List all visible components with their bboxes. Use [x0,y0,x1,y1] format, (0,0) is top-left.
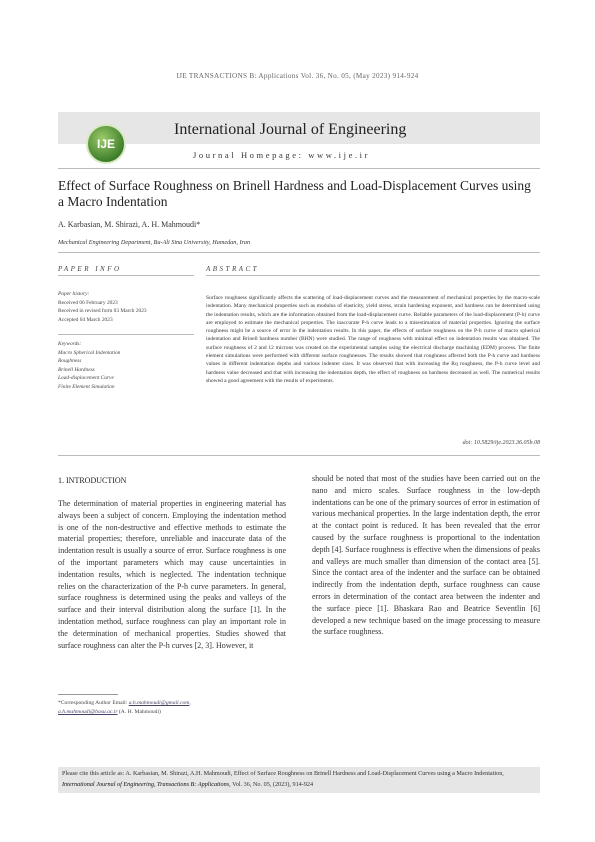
citation-prefix: Please cite this article as: A. Karbasian, M. Shirazi, A.H. Mahmoudi, Effect of Surface Roughness on Brinell Hardness and Load-Displacement Curves using a Macro Indentation, [62,770,504,777]
history-label: Paper history: [58,291,90,297]
footnote-name: (A. H. Mahmoudi) [117,708,161,715]
divider [58,334,194,335]
journal-title: International Journal of Engineering [174,121,407,138]
divider [58,168,540,169]
footnote-label: *Corresponding Author Email: [58,700,129,706]
abstract-text: Surface roughness significantly affects the scattering of load-displacement curves and the measurement of mechanical properties by the macro-scale indentation. Many mechanical properties such as modulus of elasticity, yield stress, strain hardening exponent, and hardness can be determined using the indentation results, which are the information obtained from the load-displacement curve. Reliable parameters of the load-displacement (P-h) curve are employed to estimate the mechanical properties. The inaccurate P-h curve leads to a misestimation of material properties. Ignoring the surface roughness might be a source of error in the indentation results. In this paper, the effects of surface roughness on the P-h curve of macro spherical indentation and Brinell hardness number (BHN) were studied. The range of roughness with minimal effect on indentation results was obtained. The surface roughness of 2 and 12 microns was created on the experimental samples using the electrical discharge machining (EDM) process. The finite element simulations were performed with different surface roughnesses. The results showed that roughness affected both the P-h curve and hardness values in different indentation depths and various indenter sizes. It was observed that with increasing the Rq roughness, the P-h curve level and hardness value decreased and that with increasing the indentation depth, the effect of roughness on hardness decreased as well. The numerical results showed a good agreement with the results of experiments. [206,295,540,384]
keywords [58,340,198,392]
footnote-rule [58,694,118,695]
accepted-date: Accepted 04 March 2023 [58,316,113,323]
abstract-heading: ABSTRACT [206,265,260,273]
citation-text [62,769,538,790]
email-link-gmail[interactable]: a.h.mahmoudi@gmail.com [128,700,190,706]
email-link-basu[interactable]: a.h.mahmoudi@basu.ac.ir [58,708,118,715]
keyword-item: Macro Spherical Indentation [58,349,121,356]
keyword-item: Finite Element Simulation [58,383,115,390]
keyword-item: Roughness [58,358,82,365]
divider [58,252,540,253]
keyword-item: Brinell Hardness [58,366,95,373]
affiliation: Mechanical Engineering Department, Bu-Ali Sina University, Hamedan, Iran [58,239,251,246]
doi-link[interactable]: doi: 10.5829/ije.2023.36.05b.08 [462,440,540,446]
keywords-label: Keywords: [58,341,82,347]
corresponding-author-footnote: *Corresponding Author Email: a.h.mahmoudi@gmail.com, a.h.mahmoudi@basu.ac.ir (A. H. Mahmoudi) [58,700,191,715]
logo-text: IJE [96,137,115,151]
paper-title: Effect of Surface Roughness on Brinell Hardness and Load-Displacement Curves using a Macro Indentation [58,178,531,209]
divider [58,455,540,456]
received-date: Received 06 February 2023 [58,299,118,306]
paper-history [58,290,198,324]
intro-column-right: should be noted that most of the studies have been carried out on the nano and micro scales. Surface roughness in the low-depth indentations can be one of the primary sources of error in estimation of various mechanical properties. In the large indentation depth, the error at the contact point is reduced. It has been revealed that the error caused by the surface roughness is proportional to the indentation depth [4]. Surface roughness is effective when the dimensions of peaks and valleys are much smaller than dimension of the contact area [5]. Since the contact area of the indenter and the surface can be obtained indirectly from the indentation depth, surface roughness can cause errors in determination of the contact area between the indenter and the surface piece [1]. Bhaskara Rao and Beatrice Seventlin [6] developed a new technique based on the image processing to measure the surface roughness. [312,474,540,637]
revised-date: Received in revised form 03 March 2023 [58,308,147,315]
citation-suffix: , Vol. 36, No. 05, (2023), 914-924 [229,780,314,788]
paper-info-heading: PAPER INFO [58,265,122,273]
citation-journal: International Journal of Engineering, Transactions B: Applications [62,780,230,788]
journal-homepage[interactable]: Journal Homepage: www.ije.ir [193,150,371,160]
divider [206,275,540,276]
ije-logo [86,124,126,164]
running-header: IJE TRANSACTIONS B: Applications Vol. 36, No. 05, (May 2023) 914-924 [176,72,419,80]
keyword-item: Load-displacement Curve [58,375,114,382]
intro-column-left: The determination of material properties in engineering material has always been a subject of concern. Employing the indentation method is one of the non-destructive and effective methods to estimate the material properties; therefore, unreliable and inaccurate data of the indentation result is usually a source of error. Surface roughness is one of the important parameters which may cause uncertainties in indentation results, which is neglected. The indentation technique relies on the characterization of the P-h curve parameters. In general, surface roughness is determined using the peaks and valleys of the surface and their interval distribution along the surface [1]. In the indentation method, surface roughness can play an important role in the determination of mechanical properties. Studies showed that surface roughness can alter the P-h curves [2, 3]. However, it [58,499,286,650]
divider [58,275,194,276]
section-heading-introduction: 1. INTRODUCTION [58,476,127,485]
authors: A. Karbasian, M. Shirazi, A. H. Mahmoudi* [58,220,201,229]
